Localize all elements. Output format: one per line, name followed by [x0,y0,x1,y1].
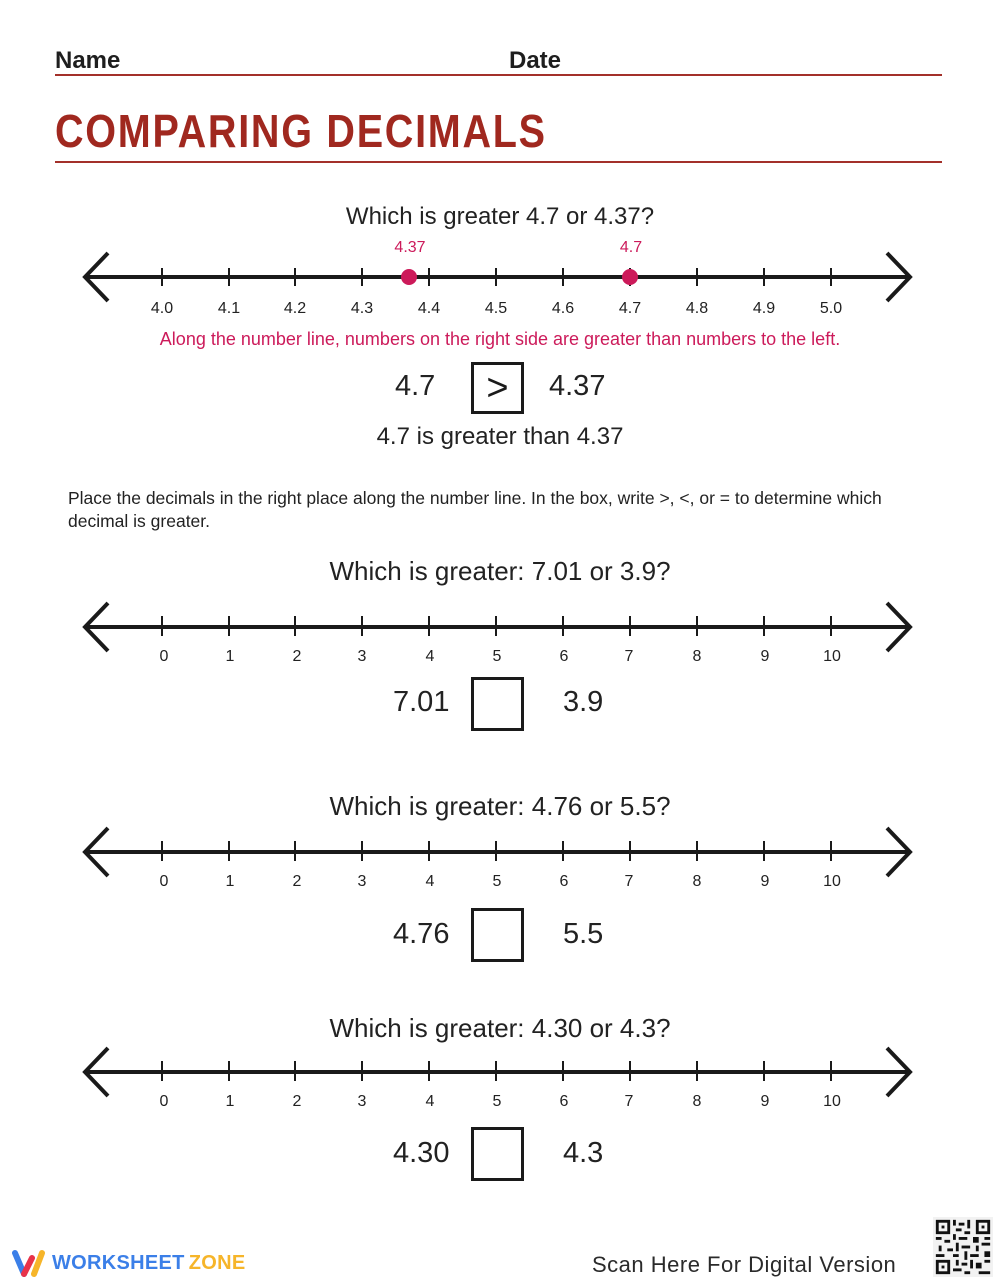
tick-label: 7 [624,873,634,890]
tick-label: 4.4 [417,300,441,317]
example-number-line [80,239,915,317]
tick-label: 6 [559,648,569,665]
brand-text-zone: ZONE [188,1251,246,1274]
tick-label: 2 [292,873,302,890]
tick-label: 4.0 [150,300,174,317]
point-label-4-37: 4.37 [394,239,426,256]
tick-label: 5 [492,1093,502,1110]
tick-label: 3 [357,873,367,890]
tick-label: 6 [559,1093,569,1110]
tick-label: 4.1 [217,300,241,317]
tick-label: 1 [225,648,235,665]
instructions: Place the decimals in the right place along the number line. In the box, write >, <, or = to determine which decimal is greater. [68,488,882,531]
tick-label: 4 [425,873,435,890]
tick-label: 5 [492,648,502,665]
example-right-number: 4.37 [549,370,606,402]
tick-label: 5.0 [819,300,843,317]
problem-2-question: Which is greater: 4.76 or 5.5? [329,791,671,821]
problem-1-answer-box[interactable] [471,677,524,731]
tick-label: 7 [624,648,634,665]
problem-2-right-number: 5.5 [563,918,604,950]
tick-label: 4.8 [685,300,709,317]
tick-label: 9 [760,648,770,665]
qr-code-icon[interactable] [933,1217,993,1277]
brand-text-worksheet: WORKSHEET [52,1251,185,1274]
tick-label: 10 [823,873,841,890]
example-hint: Along the number line, numbers on the right side are greater than numbers to the left. [159,329,841,349]
problem-3-number-line [80,1038,915,1108]
problem-1-right-number: 3.9 [563,686,604,718]
date-label: Date [509,47,562,74]
tick-label: 10 [823,1093,841,1110]
page-title: COMPARING DECIMALS [55,105,547,157]
problem-2-left-number: 4.76 [393,918,450,950]
logo-w-icon [10,1248,46,1278]
tick-label: 5 [492,873,502,890]
tick-label: 9 [760,873,770,890]
tick-label: 8 [692,1093,702,1110]
tick-label: 4.9 [752,300,776,317]
example-comparison-box: > [471,362,524,414]
tick-label: 4.2 [283,300,307,317]
tick-label: 3 [357,1093,367,1110]
tick-label: 4 [425,1093,435,1110]
tick-label: 0 [159,873,169,890]
problem-1-number-line [80,593,915,663]
tick-label: 8 [692,648,702,665]
tick-label: 0 [159,1093,169,1110]
point-4-7 [622,269,638,285]
problem-2-answer-box[interactable] [471,908,524,962]
tick-label: 9 [760,1093,770,1110]
tick-label: 3 [357,648,367,665]
problem-3-right-number: 4.3 [563,1137,604,1169]
example-question: Which is greater 4.7 or 4.37? [345,203,655,230]
problem-3-question: Which is greater: 4.30 or 4.3? [329,1013,671,1043]
problem-3-answer-box[interactable] [471,1127,524,1181]
name-date-rule [55,74,942,76]
tick-label: 7 [624,1093,634,1110]
tick-label: 4.5 [484,300,508,317]
name-label: Name [55,47,121,74]
example-explanation: 4.7 is greater than 4.37 [376,423,624,450]
point-4-37 [401,269,417,285]
tick-label: 0 [159,648,169,665]
title-rule [55,161,942,163]
tick-label: 4 [425,648,435,665]
tick-label: 1 [225,873,235,890]
point-label-4-7: 4.7 [619,239,643,256]
problem-2-number-line [80,818,915,888]
tick-label: 6 [559,873,569,890]
tick-label: 2 [292,648,302,665]
problem-3-left-number: 4.30 [393,1137,450,1169]
example-left-number: 4.7 [395,370,436,402]
worksheet-zone-logo [10,1248,245,1278]
problem-1-left-number: 7.01 [393,686,450,718]
tick-label: 4.6 [551,300,575,317]
tick-label: 10 [823,648,841,665]
problem-1-question: Which is greater: 7.01 or 3.9? [329,556,671,586]
tick-label: 4.3 [350,300,374,317]
tick-label: 1 [225,1093,235,1110]
scan-text: Scan Here For Digital Version [592,1252,897,1277]
tick-label: 4.7 [618,300,642,317]
tick-label: 2 [292,1093,302,1110]
tick-label: 8 [692,873,702,890]
